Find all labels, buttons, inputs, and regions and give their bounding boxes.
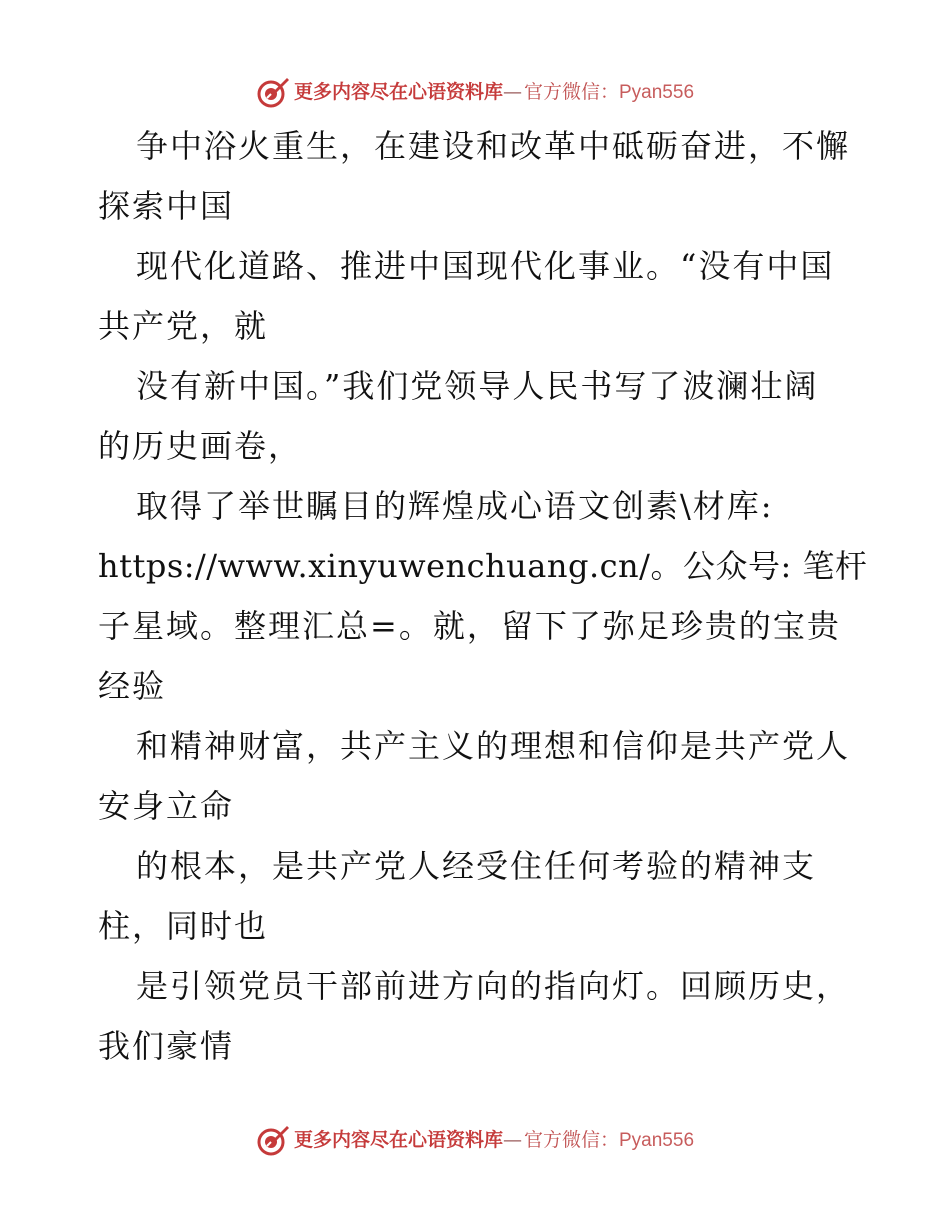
banner-site-text: 更多内容尽在心语资料库 — [293, 1128, 503, 1151]
banner-site-text: 更多内容尽在心语资料库 — [293, 80, 503, 103]
body-line: 柱，同时也 — [98, 907, 269, 945]
banner-wechat-id: Pyan556 — [619, 81, 695, 103]
banner-wechat-id: Pyan556 — [619, 1129, 695, 1151]
body-line: 子星域。整理汇总=。就，留下了弥足珍贵的宝贵 — [98, 607, 841, 645]
body-line: 争中浴火重生，在建设和改革中砥砺奋进，不懈 — [136, 127, 851, 165]
document-body — [98, 116, 868, 1076]
body-line: 和精神财富，共产主义的理想和信仰是共产党人 — [136, 727, 851, 765]
body-line: 共产党，就 — [98, 307, 269, 345]
body-line: 的根本，是共产党人经受住任何考验的精神支 — [136, 847, 817, 885]
body-line: 安身立命 — [98, 787, 235, 825]
body-line: 是引领党员干部前进方向的指向灯。回顾历史， — [136, 967, 851, 1005]
pen-logo-icon — [256, 1123, 290, 1157]
body-line: 现代化道路、推进中国现代化事业。“没有中国 — [136, 247, 835, 285]
body-line: 探索中国 — [98, 187, 235, 225]
body-line-url: https://www.xinyuwenchuang.cn/。公众号: 笔杆 — [98, 547, 868, 585]
banner-dash: — — [502, 80, 522, 103]
body-line: 经验 — [98, 667, 167, 705]
footer-banner — [0, 1120, 950, 1160]
body-line: 我们豪情 — [98, 1027, 235, 1065]
pen-logo-icon — [256, 75, 290, 109]
body-line: 没有新中国。”我们党领导人民书写了波澜壮阔 — [136, 367, 819, 405]
body-line: 取得了举世瞩目的辉煌成心语文创素\材库: — [136, 487, 774, 525]
banner-wechat-label: 官方微信： — [523, 1128, 619, 1151]
header-banner — [0, 72, 950, 112]
banner-wechat-label: 官方微信： — [523, 80, 619, 103]
body-line: 的历史画卷， — [98, 427, 303, 465]
banner-dash: — — [502, 1128, 522, 1151]
